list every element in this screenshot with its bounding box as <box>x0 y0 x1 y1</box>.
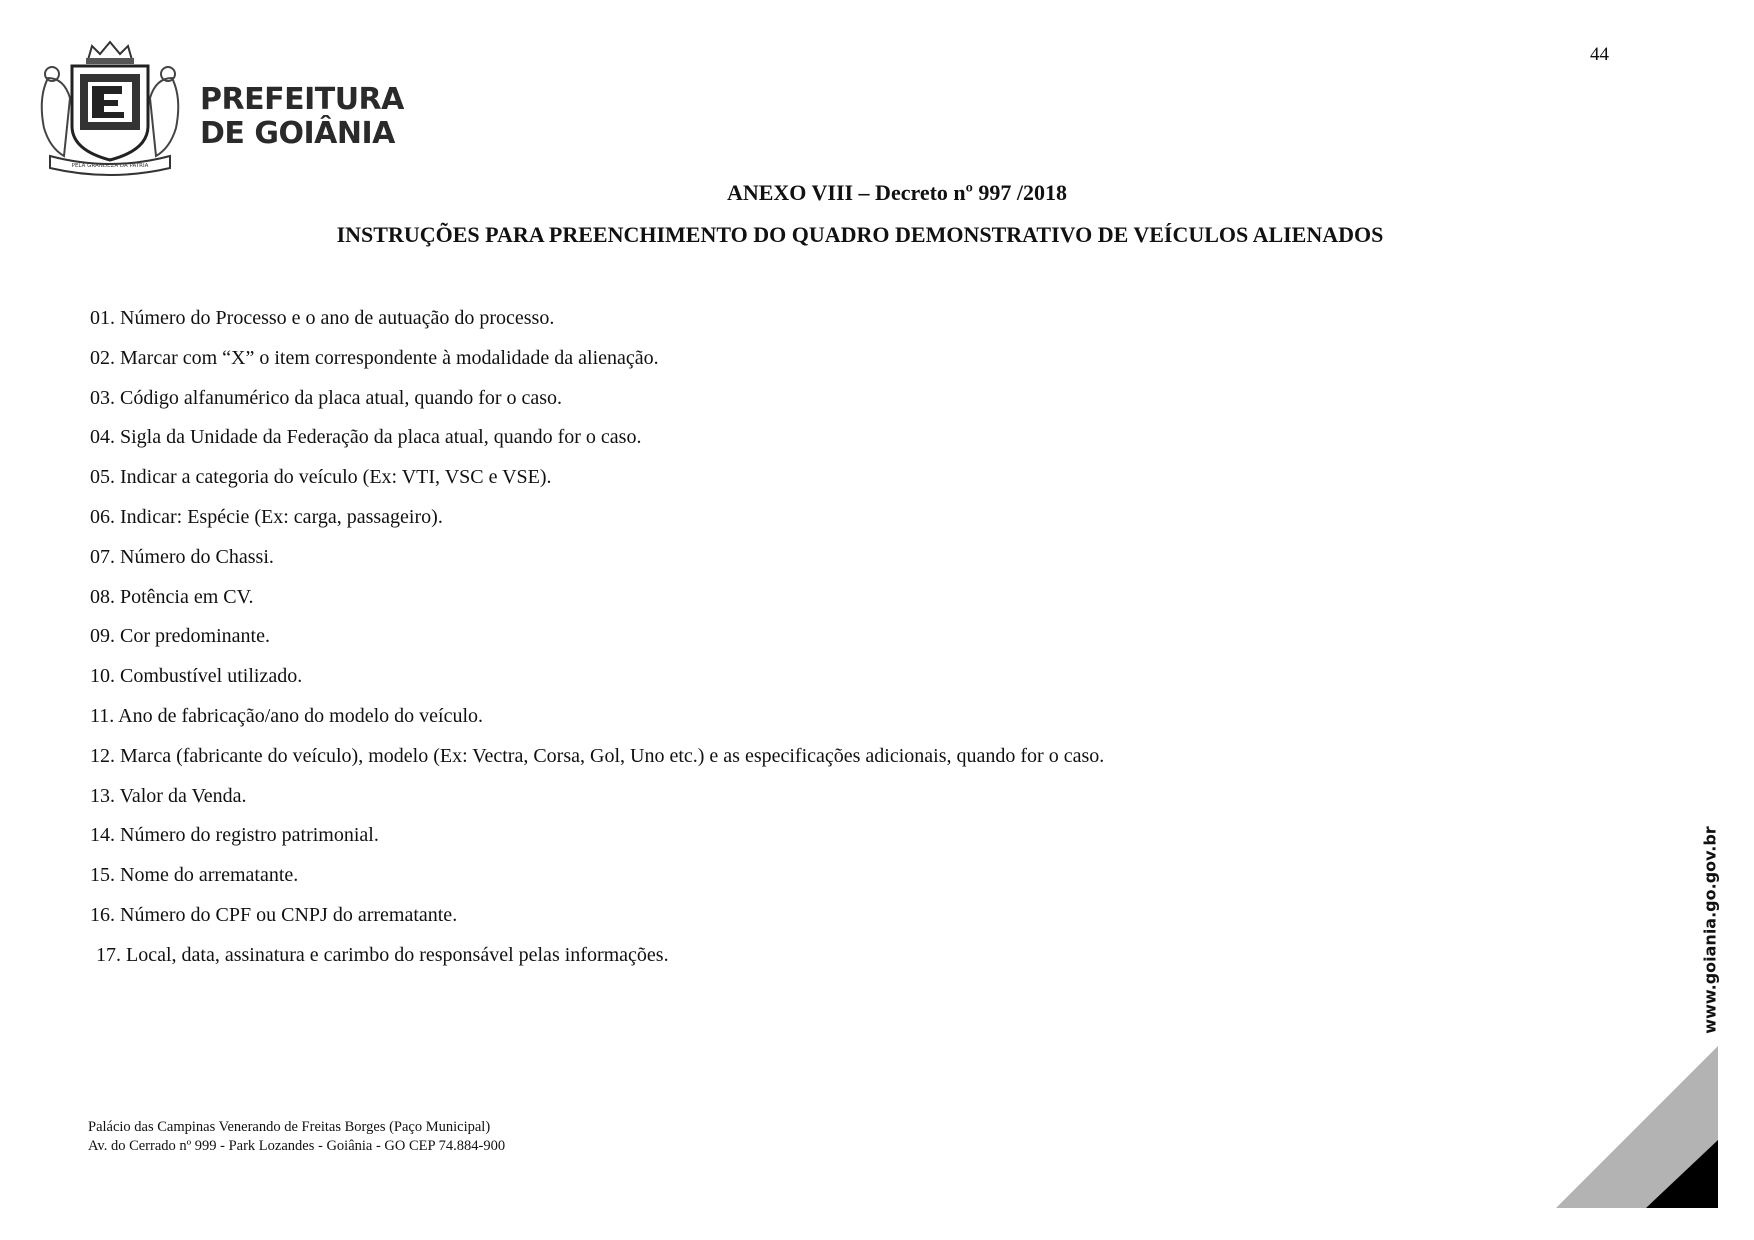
brand-line-1: PREFEITURA <box>200 82 404 117</box>
instruction-item: 13. Valor da Venda. <box>90 784 247 807</box>
svg-text:PELA GRANDEZA DA PÁTRIA: PELA GRANDEZA DA PÁTRIA <box>71 163 149 169</box>
brand-name <box>200 83 404 151</box>
instruction-item: 17. Local, data, assinatura e carimbo do responsável pelas informações. <box>96 943 669 966</box>
brand-line-2: DE GOIÂNIA <box>200 116 395 151</box>
instruction-item: 08. Potência em CV. <box>90 585 254 608</box>
page-number: 44 <box>1590 44 1609 65</box>
corner-decoration <box>1556 1046 1718 1208</box>
instruction-item: 01. Número do Processo e o ano de autuação do processo. <box>90 307 555 329</box>
instruction-item: 02. Marcar com “X” o item correspondente à modalidade da alienação. <box>90 346 659 369</box>
instruction-item: 05. Indicar a categoria do veículo (Ex: VTI, VSC e VSE). <box>90 466 552 489</box>
instruction-item: 12. Marca (fabricante do veículo), modelo (Ex: Vectra, Corsa, Gol, Uno etc.) e as especificações adicionais, quando for o caso. <box>90 744 1105 767</box>
document-subtitle: INSTRUÇÕES PARA PREENCHIMENTO DO QUADRO DEMONSTRATIVO DE VEÍCULOS ALIENADOS <box>336 222 1384 247</box>
coat-of-arms-icon <box>30 38 190 178</box>
instruction-item: 11. Ano de fabricação/ano do modelo do veículo. <box>90 704 484 727</box>
instruction-item: 07. Número do Chassi. <box>90 545 274 568</box>
instructions-list <box>90 306 1104 983</box>
document-title: ANEXO VIII – Decreto nº 997 /2018 <box>726 180 1068 205</box>
footer-line-1: Palácio das Campinas Venerando de Freitas Borges (Paço Municipal) <box>88 1119 491 1135</box>
instruction-item: 09. Cor predominante. <box>90 625 270 648</box>
instruction-item: 15. Nome do arrematante. <box>90 864 299 887</box>
instruction-item: 14. Número do registro patrimonial. <box>90 824 379 847</box>
instruction-item: 03. Código alfanumérico da placa atual, quando for o caso. <box>90 386 563 409</box>
footer-address <box>88 1118 505 1156</box>
instruction-item: 16. Número do CPF ou CNPJ do arrematante. <box>90 903 458 926</box>
footer-line-2: Av. do Cerrado nº 999 - Park Lozandes - Goiânia - GO CEP 74.884-900 <box>88 1138 506 1154</box>
instruction-item: 04. Sigla da Unidade da Federação da placa atual, quando for o caso. <box>90 426 642 449</box>
instruction-item: 06. Indicar: Espécie (Ex: carga, passageiro). <box>90 505 443 528</box>
instruction-item: 10. Combustível utilizado. <box>90 665 303 688</box>
website-url: www.goiania.go.gov.br <box>1700 826 1720 1034</box>
prefeitura-logo <box>30 38 404 178</box>
